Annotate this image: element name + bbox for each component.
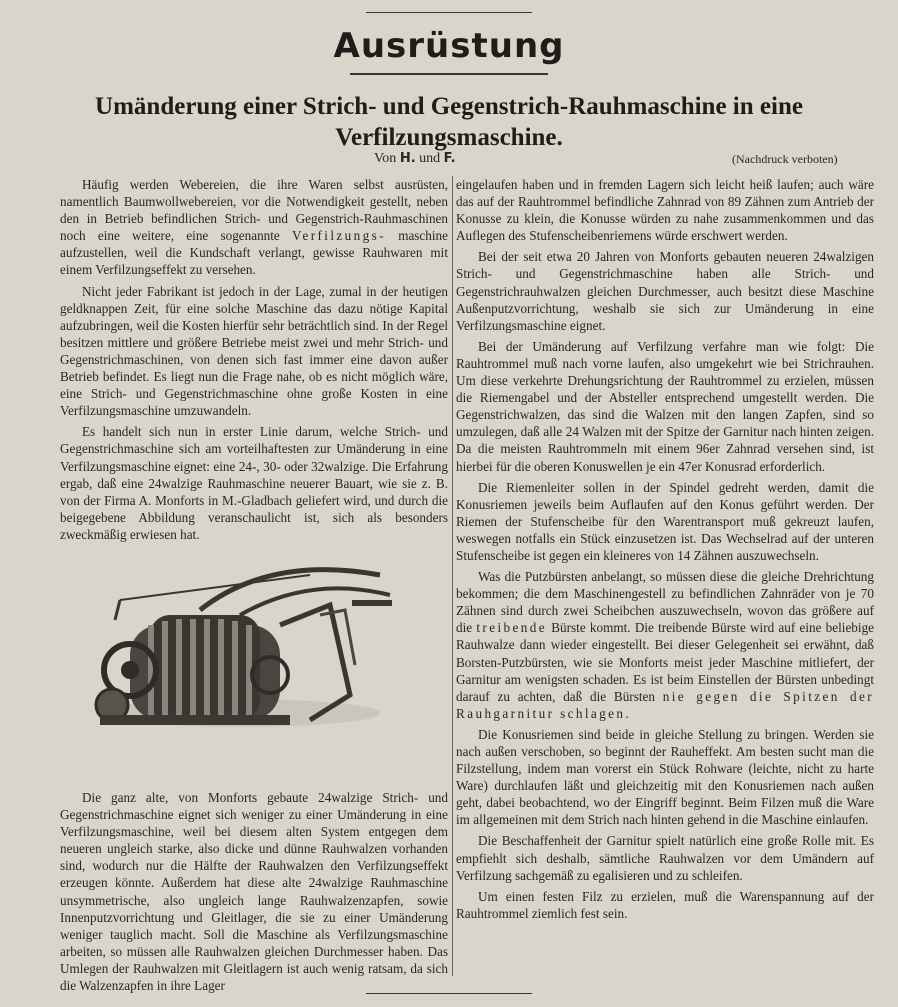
napping-machine-illustration <box>90 555 410 765</box>
left-column-bottom <box>60 789 448 998</box>
paragraph: Die Beschaffenheit der Garnitur spielt natürlich eine große Rolle mit. Es empfiehlt sich deshalb, sämtliche Rauhwalzen vor dem Umändern auf Verfilzung sachgemäß zu egalisieren und zu schleifen. <box>456 833 874 883</box>
byline-and: und <box>419 151 441 166</box>
paragraph: Was die Putzbürsten anbelangt, so müssen diese die gleiche Drehrichtung bekommen; die dem Maschinengestell zu befindlichen Zahnräder von je 70 Zähnen sind durch zwei Scheibchen auszuwechseln, wovon das größere auf die treibende Bürste kommt. Die treibende Bürste wird auf eine beliebige Rauhwalze dann wieder eingestellt. Bei dieser Gelegenheit sei erwähnt, daß Borsten-Putzbürsten, wie sie Monforts meist jeder Maschine mitliefert, der Garnitur am wenigsten schaden. Es ist beim Einstellen der Bürsten unbedingt darauf zu achten, daß die Bürsten nie gegen die Spitzen der Rauhgarnitur schlagen. <box>456 569 875 721</box>
spaced-term: nie gegen die Spitzen der Rauhgarnitur schlagen. <box>456 688 875 721</box>
byline <box>374 151 456 167</box>
paragraph: Häufig werden Webereien, die ihre Waren selbst ausrüsten, namentlich Baumwollwebereien, vor die Notwendigkeit gestellt, neben den in Betrieb befindlichen Strich- und Gegenstrich-Rauhmaschinen noch eine weitere, eine sogenannte Verfilzungs- maschine aufzustellen, weil die Kundschaft verlangt, gewisse Rauhwaren mit einem Verfilzungseffekt zu versehen. <box>60 177 448 278</box>
spaced-term: Verfilzungs- <box>292 228 386 244</box>
paragraph: eingelaufen haben und in fremden Lagern sich leicht heiß laufen; auch wäre das auf der Rauhtrommel befindliche Zahnrad von 89 Zähnen zum Antrieb der Konusse zu klein, die Konusse würden zu nahe zusammenkommen und das Auflegen des Stufenscheibenriemens würde erschwert werden. <box>456 177 874 244</box>
paragraph: Nicht jeder Fabrikant ist jedoch in der Lage, zumal in der heutigen geldknappen Zeit, für eine solche Maschine das dazu nötige Kapital aufzubringen, weil die Kosten hierfür sehr beträchtlich sind. In der Regel besitzen mittlere und größere Betriebe meist zwei und mehr Strich- und Gegenstrichmaschinen, von denen sich fast immer eine davon außer Betrieb befindet. Es liegt nun die Frage nahe, ob es nicht möglich wäre, eine Strich- und Gegenstrichmaschine ohne große Kosten in eine Verfilzungsmaschine umzuwandeln. <box>60 283 448 419</box>
author-initial-1: H. <box>399 151 416 166</box>
paragraph: Die Riemenleiter sollen in der Spindel gedreht werden, damit die Konusriemen jeweils beim Auflaufen auf den Konus geführt werden. Der Riemen der Stufenscheibe für den Warentransport muß gekreuzt laufen, weswegen notfalls ein Stück einzusetzen ist. Das Wechselrad auf der unteren Stufenscheibe ist gegen ein kleineres von 14 Zähnen auszuwechseln. <box>456 479 874 563</box>
paragraph: Bei der Umänderung auf Verfilzung verfahre man wie folgt: Die Rauhtrommel muß nach vorne laufen, also umgekehrt wie bei Strichrauhen. Um diese verkehrte Drehungsrichtung der Rauhtrommel zu erzielen, müssen die Riemengabel und der Absteller entsprechend umgestellt werden. Die Gegenstrichwalzen, das sind die Walzen mit den langen Zapfen, sind so umzulegen, daß alle 24 Walzen mit der Spitze der Garnitur nach hinten zeigen. Da die meisten Rauhtrommeln mit einem 96er Zahnrad versehen sind, ist hierbei für die oberen Konuswellen je ein 47er Konusrad erforderlich. <box>456 338 874 474</box>
section-title: Ausrüstung <box>333 26 565 66</box>
paragraph: Die ganz alte, von Monforts gebaute 24walzige Strich- und Gegenstrichmaschine eignet sich weniger zu einer Umänderung in eine Verfilzungsmaschine, weil bei diesem alten System entgegen dem neueren ungleich starke, also dicke und dünne Rauhwalzen vorhanden sind, wodurch nur die Hälfte der Rauhwalzen den Verfilzungseffekt erzeugen könnte. Außerdem hat diese alte 24walzige Rauhmaschine unsymmetrische, also ungleich lange Rauhwalzenzapfen, sowie Innenputzvorrichtung und Gleitlager, die sie zu einer Umänderung weniger tauglich macht. Soll die Maschine als Verfilzungsmaschine arbeiten, so müssen alle Rauhwalzen gleichen Durchmesser haben. Das Umlegen der Rauhwalzen mit Gleitlagern ist auch wenig ratsam, da sich die Walzenzapfen in ihre Lager <box>60 790 448 994</box>
spaced-term: treibende <box>476 620 548 636</box>
paragraph: Um einen festen Filz zu erzielen, muß die Warenspannung auf der Rauhtrommel ziemlich fest sein. <box>456 888 874 921</box>
top-rule <box>366 12 532 13</box>
left-column-top <box>60 176 448 547</box>
article-title: Umänderung einer Strich- und Gegenstrich-Rauhmaschine in eine Verfilzungsmaschine. <box>95 93 803 151</box>
author-initial-2: F. <box>443 151 456 166</box>
bottom-rule <box>366 993 532 994</box>
byline-prefix: Von <box>374 151 397 166</box>
reprint-notice: (Nachdruck verboten) <box>732 152 838 166</box>
paragraph: Es handelt sich nun in erster Linie darum, welche Strich- und Gegenstrichmaschine sich am vorteilhaftesten zur Umänderung in eine Verfilzungsmaschine eignet: eine 24-, 30- oder 32walzige. Die Erfahrung ergab, daß eine 24walzige Rauhmaschine neuerer Bauart, wie sie z. B. von der Firma A. Monforts in M.-Gladbach geliefert wird, und durch die beigegebene Abbildung veranschaulicht ist, sich als besonders zweckmäßig erwiesen hat. <box>60 424 448 542</box>
paragraph: Die Konusriemen sind beide in gleiche Stellung zu bringen. Werden sie nach außen verschoben, so beginnt der Rauheffekt. Am besten sucht man die Filzstellung, indem man vorerst ein Stück Rohware (leichte, nicht zu harte Ware) durchlaufen läßt und gleichzeitig mit den Konusriemen nach außen geht, dabei beobachtend, wo der Eingriff beginnt. Beim Filzen muß die Ware im allgemeinen mit dem Strich nach hinten gehend in die Maschine einlaufen. <box>456 726 874 828</box>
title-underline <box>350 73 548 75</box>
right-column <box>456 176 874 926</box>
column-divider <box>452 176 453 976</box>
paragraph: Bei der seit etwa 20 Jahren von Monforts gebauten neueren 24walzigen Strich- und Gegenstrichmaschine haben alle Strich- und Gegenstrichrauhwalzen gleichen Durchmesser, auch besitzt diese Maschine Außenputzvorrichtung, weshalb sie sich zur Umänderung in eine Verfilzungsmaschine eignet. <box>456 249 874 333</box>
